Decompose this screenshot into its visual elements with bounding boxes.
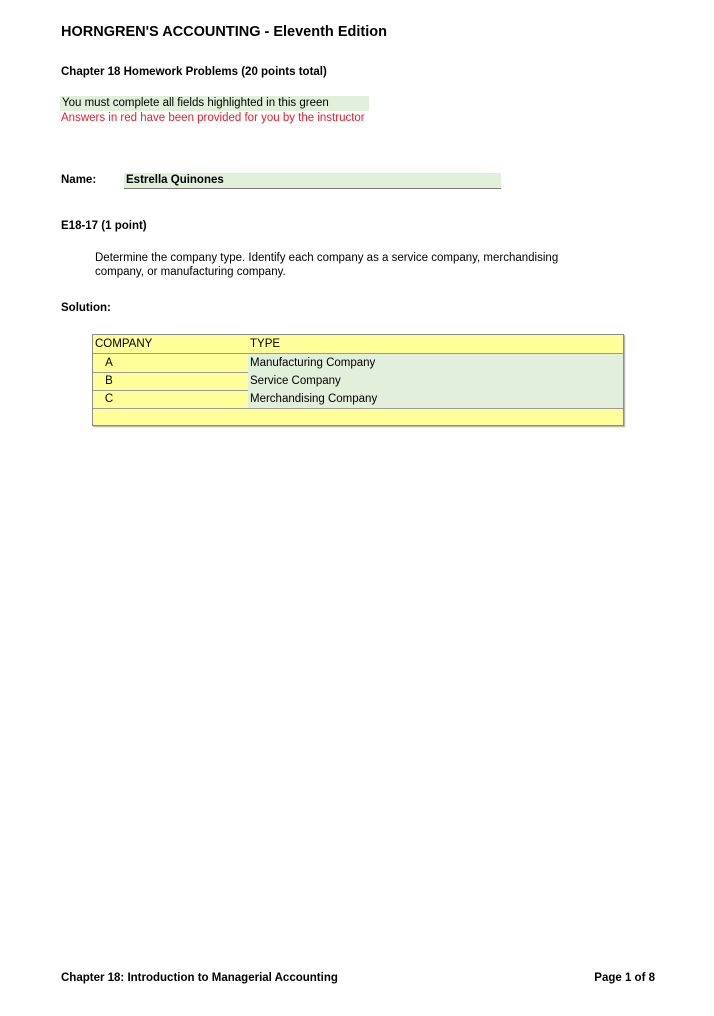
table-row (93, 372, 623, 391)
problem-heading: E18-17 (1 point) (61, 220, 147, 232)
problem-instructions: Determine the company type. Identify each company as a service company, merchandising company, or manufacturing company. (95, 252, 559, 278)
type-column-header: TYPE (250, 338, 281, 350)
company-cell: A (105, 357, 113, 369)
homework-subtitle: Chapter 18 Homework Problems (20 points total) (61, 66, 327, 78)
type-answer-field[interactable]: Merchandising Company (248, 390, 623, 408)
company-column-header: COMPANY (95, 338, 153, 350)
type-answer-field[interactable]: Service Company (248, 372, 623, 390)
document-title: HORNGREN'S ACCOUNTING - Eleventh Edition (61, 24, 387, 40)
company-cell: C (104, 393, 114, 405)
name-field[interactable]: Estrella Quinones (124, 173, 501, 189)
table-row (93, 354, 623, 373)
table-row (93, 390, 623, 409)
type-answer-field[interactable]: Manufacturing Company (248, 354, 623, 372)
green-field-note: You must complete all fields highlighted in this green (60, 96, 369, 111)
solution-table (92, 334, 624, 426)
footer-chapter: Chapter 18: Introduction to Managerial Accounting (61, 972, 338, 984)
table-header-row (93, 335, 623, 354)
red-answer-note: Answers in red have been provided for you by the instructor (61, 112, 365, 124)
name-label: Name: (61, 174, 97, 186)
footer-page-number: Page 1 of 8 (594, 972, 655, 984)
solution-label: Solution: (61, 302, 111, 314)
company-cell: B (105, 375, 113, 387)
